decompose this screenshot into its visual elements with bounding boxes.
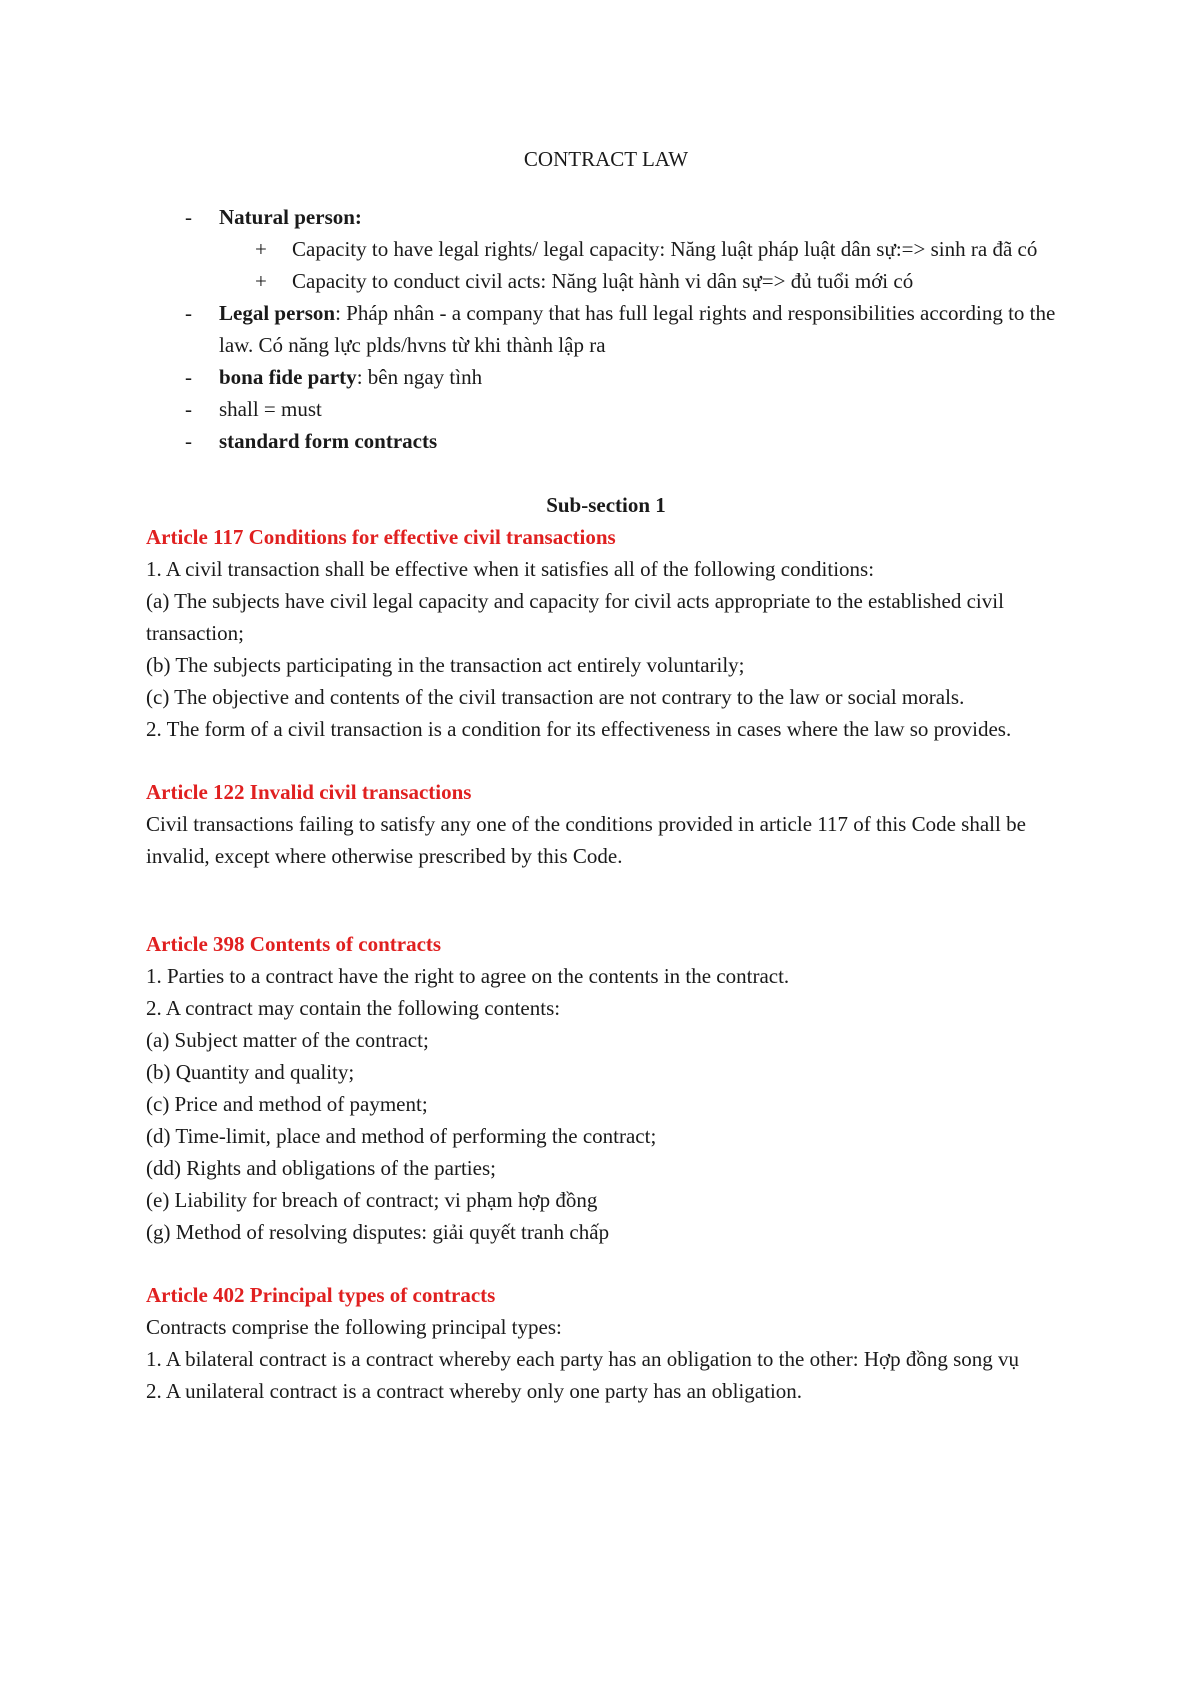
- article-line: 2. The form of a civil transaction is a condition for its effectiveness in cases where the law so provides.: [146, 717, 1012, 741]
- article-line: (e) Liability for breach of contract; vi phạm hợp đồng: [146, 1188, 598, 1212]
- article-398: [146, 928, 1066, 1248]
- article-117: [146, 521, 1066, 745]
- article-line: (d) Time-limit, place and method of performing the contract;: [146, 1124, 657, 1148]
- term: standard form contracts: [219, 429, 438, 453]
- list-item: - shall = must: [146, 393, 1066, 425]
- article-line: (c) Price and method of payment;: [146, 1092, 428, 1116]
- article-title: Article 117 Conditions for effective civil transactions: [146, 525, 616, 549]
- sub-list-item: + Capacity to conduct civil acts: Năng luật hành vi dân sự=> đủ tuổi mới có: [219, 265, 1066, 297]
- term: Natural person:: [219, 205, 362, 229]
- article-title: Article 398 Contents of contracts: [146, 932, 442, 956]
- term: bona fide party: [219, 365, 357, 389]
- article-line: Civil transactions failing to satisfy any one of the conditions provided in article 117 of this Code shall be invalid, except where otherwise prescribed by this Code.: [146, 812, 1026, 868]
- article-line: 1. A civil transaction shall be effective when it satisfies all of the following conditions:: [146, 557, 875, 581]
- dash-bullet: -: [185, 397, 192, 421]
- list-item: - Legal person: Pháp nhân - a company that has full legal rights and responsibilities according to the law. Có năng lực plds/hvns từ khi thành lập ra: [146, 297, 1066, 361]
- article-line: 2. A unilateral contract is a contract whereby only one party has an obligation.: [146, 1379, 803, 1403]
- article-line: (a) Subject matter of the contract;: [146, 1028, 429, 1052]
- article-line: 2. A contract may contain the following contents:: [146, 996, 561, 1020]
- list-item: [146, 425, 1066, 457]
- page-title: CONTRACT LAW: [523, 147, 689, 171]
- article-title: Article 402 Principal types of contracts: [146, 1283, 496, 1307]
- list-item: - bona fide party: bên ngay tình: [146, 361, 1066, 393]
- dash-bullet: -: [185, 365, 192, 389]
- sub-list: [219, 233, 1066, 297]
- article-line: (dd) Rights and obligations of the parties;: [146, 1156, 496, 1180]
- article-line: 1. Parties to a contract have the right to agree on the contents in the contract.: [146, 964, 790, 988]
- subsection-heading: Sub-section 1: [546, 493, 666, 517]
- term: Legal person: [219, 301, 336, 325]
- dash-bullet: -: [185, 301, 192, 325]
- plus-bullet: +: [255, 269, 267, 293]
- article-line: 1. A bilateral contract is a contract whereby each party has an obligation to the other: Hợp đồng song vụ: [146, 1347, 1020, 1371]
- article-line: (a) The subjects have civil legal capacity and capacity for civil acts appropriate to the established civil transaction;: [146, 589, 1004, 645]
- article-line: (c) The objective and contents of the civil transaction are not contrary to the law or social morals.: [146, 685, 965, 709]
- term-list: [146, 201, 1066, 457]
- article-line: (b) Quantity and quality;: [146, 1060, 355, 1084]
- sub-list-item: + Capacity to have legal rights/ legal capacity: Năng luật pháp luật dân sự:=> sinh ra đã có: [219, 233, 1066, 265]
- article-line: (b) The subjects participating in the transaction act entirely voluntarily;: [146, 653, 745, 677]
- article-line: Contracts comprise the following principal types:: [146, 1315, 562, 1339]
- document-body: [146, 143, 1066, 1407]
- plus-bullet: +: [255, 237, 267, 261]
- article-122: [146, 776, 1066, 872]
- dash-bullet: -: [185, 429, 192, 453]
- article-402: [146, 1279, 1066, 1407]
- list-item: [146, 201, 1066, 297]
- article-line: (g) Method of resolving disputes: giải quyết tranh chấp: [146, 1220, 610, 1244]
- dash-bullet: -: [185, 205, 192, 229]
- article-title: Article 122 Invalid civil transactions: [146, 780, 472, 804]
